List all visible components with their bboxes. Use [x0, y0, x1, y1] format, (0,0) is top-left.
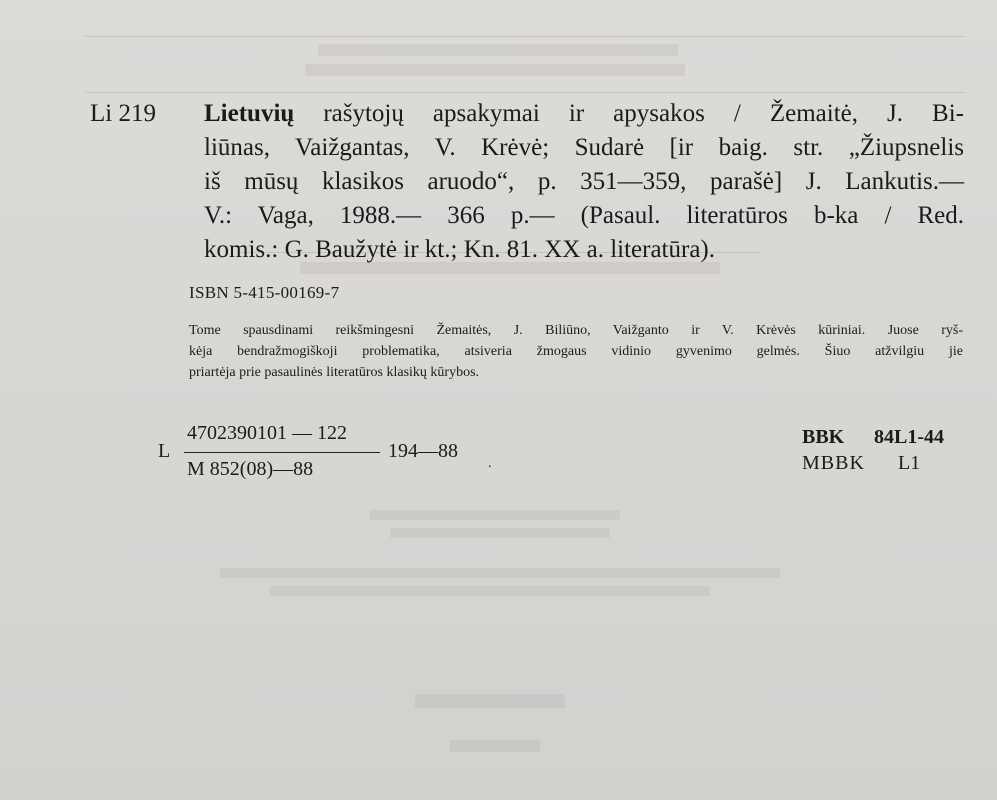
entry-line — [204, 233, 964, 267]
bleed-through-rule — [85, 36, 965, 37]
entry-line — [204, 131, 964, 165]
entry-line-text: V.: Vaga, 1988.— 366 p.— (Pasaul. literatūros b-ka / Red. — [204, 202, 964, 229]
bleed-through-text — [270, 586, 710, 596]
bbk-label: BBK — [802, 426, 845, 448]
bleed-through-text — [305, 64, 685, 76]
code-prefix: L — [158, 440, 171, 462]
code-dot: . — [488, 456, 492, 471]
bibliographic-entry — [90, 97, 970, 267]
annotation-line: kėja bendražmogiškoji problematika, atsiveria žmogaus vidinio gyvenimo gelmės. Šiuo atžvilgiu jie — [189, 344, 963, 359]
order-number: 194—88 — [388, 440, 458, 462]
bleed-through-text — [220, 568, 780, 578]
bleed-through-rule — [85, 92, 965, 93]
bbk-value: 84L1-44 — [874, 426, 944, 448]
code-denominator: M 852(08)—88 — [187, 458, 314, 480]
entry-title-heading: Lietuvių — [204, 100, 295, 127]
entry-description — [204, 97, 964, 267]
entry-line-text: iš mūsų klasikos aruodo“, p. 351—359, parašė] J. Lankutis.— — [204, 168, 964, 195]
call-number: Li 219 — [90, 100, 156, 127]
entry-line — [204, 97, 964, 131]
entry-line-text: rašytojų apsakymai ir apysakos / Žemaitė, J. Bi- — [294, 100, 964, 127]
entry-line — [204, 165, 964, 199]
isbn-number: ISBN 5-415-00169-7 — [189, 283, 340, 302]
entry-line-text: komis.: G. Baužytė ir kt.; Kn. 81. XX a. literatūra). — [204, 236, 715, 263]
code-numerator: 4702390101 — 122 — [187, 422, 347, 444]
mbbk-label: MBBK — [802, 452, 865, 474]
annotation-line: priartėja prie pasaulinės literatūros klasikų kūrybos. — [189, 365, 480, 380]
bleed-through-text — [370, 510, 620, 520]
bleed-through-text — [390, 528, 610, 538]
annotation-line: Tome spausdinami reikšmingesni Žemaitės, J. Biliūno, Vaižganto ir V. Krėvės kūriniai. Juose ryš- — [189, 323, 963, 338]
mbbk-value: L1 — [898, 452, 921, 474]
catalog-entry-block — [90, 97, 970, 267]
entry-line — [204, 199, 964, 233]
bleed-through-text — [415, 694, 565, 708]
fraction-bar — [184, 452, 380, 453]
bleed-through-text — [450, 740, 540, 752]
bleed-through-text — [318, 44, 678, 56]
annotation-paragraph — [189, 320, 963, 383]
entry-line-text: liūnas, Vaižgantas, V. Krėvė; Sudarė [ir baig. str. „Žiupsnelis — [204, 134, 964, 161]
